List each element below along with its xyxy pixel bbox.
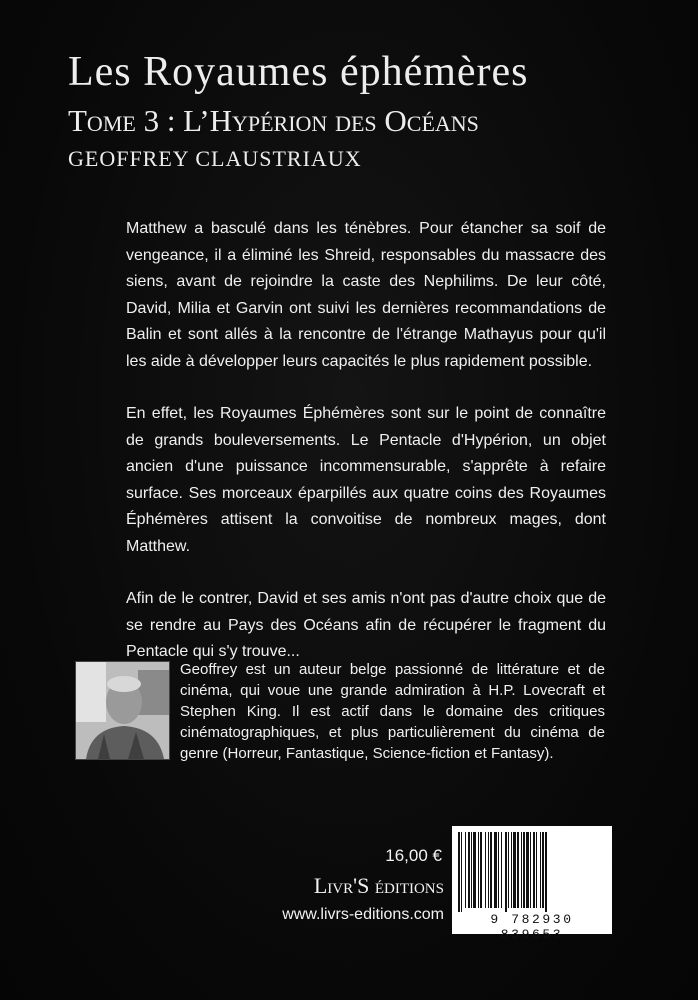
barcode-bar <box>488 832 489 908</box>
book-title: Les Royaumes éphémères <box>68 49 529 95</box>
barcode-bar <box>498 832 499 908</box>
synopsis <box>126 216 606 692</box>
author-bio: Geoffrey est un auteur belge passionné de littérature et de cinéma, qui voue une grande admiration à H.P. Lovecraft et Stephen King. Il est actif dans le domaine des critiques cinématographiques, et plus particulièrement du cinéma de genre (Horreur, Fantastique, Science-fiction et Fantasy). <box>180 661 605 762</box>
synopsis-paragraph: Matthew a basculé dans les ténèbres. Pour étancher sa soif de vengeance, il a éliminé les Shreid, responsables du massacre des siens, avant de rejoindre la caste des Nephilims. De leur côté, David, Milia et Garvin ont suivi les dernières recommandations de Balin et sont allés à la rencontre de l'étrange Mathayus pour qu'il les aide à développer leurs capacités le plus rapidement possible. <box>126 220 606 370</box>
barcode-bar <box>478 832 479 908</box>
barcode-bar <box>545 832 547 912</box>
barcode-bar <box>473 832 476 908</box>
barcode-bar <box>511 832 512 908</box>
barcode-bar <box>494 832 497 908</box>
barcode-bar <box>501 832 502 908</box>
synopsis-paragraph: En effet, les Royaumes Éphémères sont sur le point de connaître de grands bouleversements. Le Pentacle d'Hypérion, un objet ancien d'une puissance incommensurable, s'apprête à refaire surface. Ses morceaux éparpillés aux quatre coins des Royaumes Éphémères attisent la convoitise de nombreux mages, dont Matthew. <box>126 405 606 555</box>
price: 16,00 € <box>385 846 442 865</box>
barcode-bar <box>530 832 531 908</box>
barcode-bar <box>533 832 535 908</box>
barcode-bar <box>521 832 522 908</box>
barcode-bar <box>540 832 541 908</box>
barcode-bar <box>468 832 470 908</box>
isbn-barcode <box>452 826 612 942</box>
barcode-bar <box>505 832 507 912</box>
barcode-bar <box>536 832 537 908</box>
barcode-bar <box>523 832 525 908</box>
barcode-bar <box>490 832 492 908</box>
synopsis-paragraph: Afin de le contrer, David et ses amis n'ont pas d'autre choix que de se rendre au Pays des Océans afin de récupérer le fragment du Pentacle qui s'y trouve... <box>126 590 606 660</box>
barcode-bar <box>542 832 544 908</box>
publisher-website: www.livrs-editions.com <box>282 906 444 923</box>
barcode-bar <box>508 832 509 908</box>
barcode-bar <box>480 832 482 908</box>
barcode-bar <box>458 832 460 912</box>
barcode-bar <box>517 832 519 908</box>
publisher-name: Livr'S éditions <box>313 873 444 898</box>
barcode-bar <box>526 832 529 908</box>
barcode-bar <box>513 832 516 908</box>
barcode-bar <box>471 832 472 908</box>
barcode-bar <box>485 832 486 908</box>
author-name: GEOFFREY CLAUSTRIAUX <box>68 146 362 171</box>
barcode-bar <box>461 832 462 912</box>
author-photo <box>75 661 170 760</box>
isbn-number: 9 782930 839653 <box>490 912 574 942</box>
book-subtitle: Tome 3 : L’Hypérion des Océans <box>68 103 479 138</box>
barcode-bar <box>465 832 466 908</box>
